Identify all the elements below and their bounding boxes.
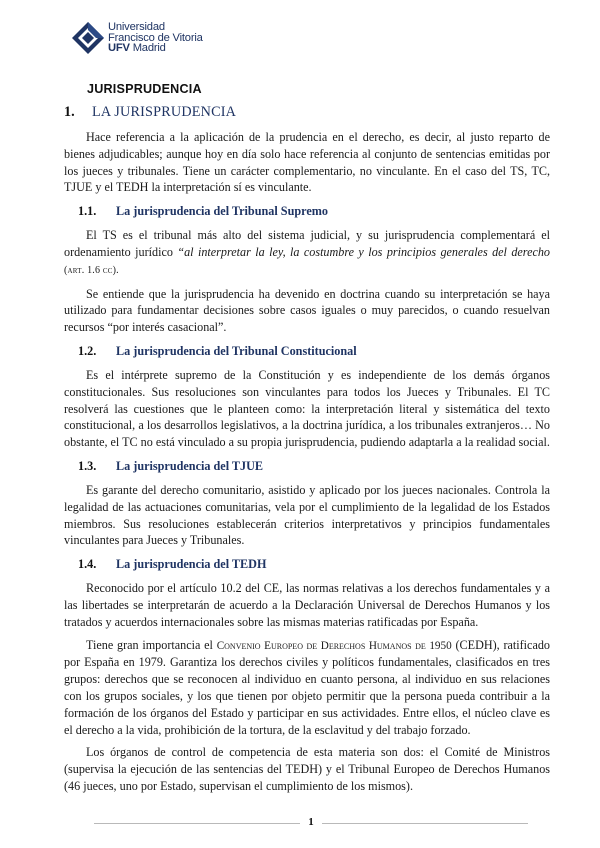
subsection-title: La jurisprudencia del TEDH (116, 557, 267, 572)
subsection-1-4-paragraph-1: Reconocido por el artículo 10.2 del CE, las normas relativas a los derechos fundamentales y a las libertades se interpretarán de acuerdo a la Declaración Universal de Derechos Humanos y los tratados y acuerdos internacionales sobre las mismas materias ratificadas por España. (64, 581, 550, 629)
document-body (64, 104, 550, 801)
subsection-title: La jurisprudencia del Tribunal Constitucional (116, 343, 357, 358)
subsection-1-1-heading (64, 204, 550, 219)
subsection-1-1-paragraph-2: Se entiende que la jurisprudencia ha devenido en doctrina cuando su interpretación se haya utilizado para fundamentar decisiones sobre casos iguales o muy parecidos, o cuando resuelvan recursos “por interés casacional”. (64, 286, 550, 335)
page-number: 1 (308, 816, 314, 828)
logo-line-2: Francisco de Vitoria (108, 31, 203, 44)
section-1-intro: Hace referencia a la aplicación de la prudencia en el derecho, es decir, al justo reparto de bienes adjudicables; aunque hoy en día solo hace referencia al conjunto de sentencias emitidas por los jueces y tribunales. Tiene un carácter complementario, no vinculante. En el caso del TS, TC, TJUE y el TEDH la interpretación sí es vinculante. (64, 130, 550, 195)
subsection-1-3-heading (64, 459, 550, 474)
paragraph-text: (CEDH), ratificado por España en 1979. Garantiza los derechos civiles y políticos fundamentales, clasificados en tres grupos: derechos que se reconocen al individuo en cuanto persona, al individuo en sus relaciones con los grupos sociales, y los que tienen por objeto permitir que la persona pueda contribuir a la formación de los órganos del Estado y participar en sus actividades. Entre ellos, el núcleo clave es el derecho a la vida, prohibición de la tortura, de la esclavitud y del trabajo forzado. (64, 637, 550, 737)
logo-ufv: UFV (108, 42, 130, 55)
logo-line-1: Universidad (108, 21, 165, 34)
logo-wordmark (108, 22, 203, 54)
subsection-number: 1.3. (78, 458, 97, 473)
university-logo (72, 22, 203, 54)
legal-citation: (art. 1.6 cc). (64, 264, 119, 276)
subsection-1-3-paragraph-1: Es garante del derecho comunitario, asistido y aplicado por los jueces nacionales. Controla la legalidad de las actuaciones comunitarias, vela por el cumplimiento de la legalidad de los Estados miembros. Sus resoluciones establecerán criterios interpretativos y principios fundamentales vinculantes para Jueces y Tribunales. (64, 482, 550, 548)
section-title: LA JURISPRUDENCIA (92, 104, 237, 120)
logo-line-3 (108, 43, 203, 54)
ufv-logo-mark-icon (72, 22, 104, 54)
subsection-1-4-paragraph-2 (64, 637, 550, 739)
document-title: JURISPRUDENCIA (87, 82, 202, 96)
subsection-1-4-paragraph-3: Los órganos de control de competencia de esta materia son dos: el Comité de Ministros (supervisa la ejecución de las sentencias del TEDH) y el Tribunal Europeo de Derechos Humanos (46 jueces, uno por Estado, supervisan el cumplimiento de los mismos). (64, 745, 550, 793)
subsection-1-2-heading (64, 344, 550, 359)
subsection-number: 1.4. (78, 557, 97, 572)
footer-rule-left (94, 823, 300, 824)
section-1-heading (64, 104, 550, 121)
subsection-title: La jurisprudencia del Tribunal Supremo (116, 204, 328, 219)
subsection-title: La jurisprudencia del TJUE (116, 458, 264, 473)
subsection-number: 1.1. (78, 204, 97, 219)
footer-rule-right (322, 823, 528, 824)
subsection-1-1-paragraph-1 (64, 227, 550, 279)
logo-madrid: Madrid (129, 42, 166, 55)
convention-name: Convenio Europeo de Derechos Humanos de 1950 (216, 639, 452, 652)
section-number: 1. (64, 104, 75, 120)
subsection-number: 1.2. (78, 343, 97, 358)
quote-text: “al interpretar la ley, la costumbre y los principios generales del derecho (177, 244, 550, 259)
subsection-1-2-paragraph-1: Es el intérprete supremo de la Constitución y es independiente de los demás órganos constitucionales. Sus resoluciones son vinculantes para todos los Jueces y Tribunales. El TC resolverá las cuestiones que le planteen como: la interpretación literal y sistemática del texto constitucional, a los desarrollos legislativos, a la doctrina jurídica, a los tribunales extranjeros… No obstante, el TC no está vinculado a su propia jurisprudencia, pudiendo adaptarla a la realidad social. (64, 367, 550, 450)
subsection-1-4-heading (64, 557, 550, 572)
paragraph-text: Tiene gran importancia el (86, 637, 217, 652)
paragraph-text: El TS es el tribunal más alto del sistema judicial, y su jurisprudencia complementará el ordenamiento jurídico (64, 228, 550, 259)
